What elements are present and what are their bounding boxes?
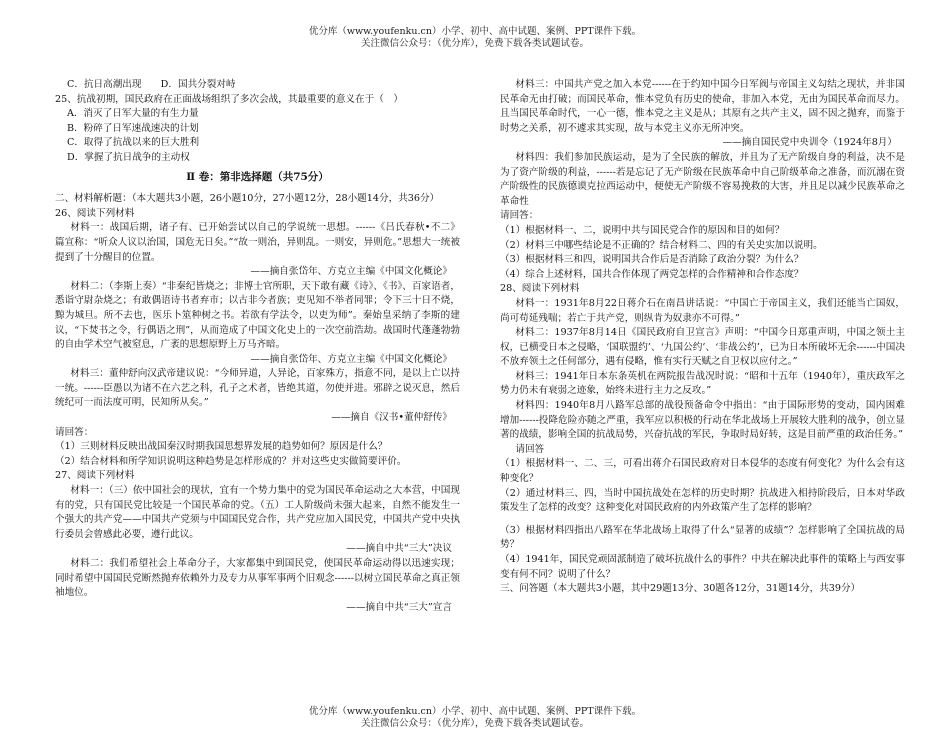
q28-material-3: 材料三：1941年日本东条英机在两院报告战况时说：“昭和十五年（1940年），重庆政军之势力仍未有衰弱之迹象，始终未进行主力之反攻。” — [500, 370, 905, 397]
q27-material-1-source: ——摘自中共“三大”决议 — [346, 543, 452, 555]
header-line-2: 关注微信公众号：（优分库），免费下载各类试题试卷。 — [360, 38, 589, 49]
q27-material-2-source: ——摘自中共“三大”宣言 — [346, 601, 452, 613]
q26-material-1-source: ——摘自张岱年、方克立主编《中国文化概论》 — [250, 266, 452, 278]
q25-option-d: D．掌握了抗日战争的主动权 — [67, 151, 190, 163]
q25-option-b: B．粉碎了日军速战速决的计划 — [67, 122, 199, 134]
q27-material-1: 材料一：（三）依中国社会的现状，宜有一个势力集中的党为国民革命运动之大本营，中国现有的党，只有国民党比较是一个国民革命的党。（五）工人阶级尚未强大起来，自然不能发生一个强大的共产党——中国共产党须与中国国民党合作，共产党应加入国民党，中国共产党中央执行委员会曾感此必要，遵行此议。 — [55, 485, 460, 540]
q28-material-1: 材料一：1931年8月22日蒋介石在南昌讲话说：“中国亡于帝国主义，我们还能当亡国奴，尚可苟延残喘；若亡于共产党，则纵肯为奴隶亦不可得。” — [500, 297, 905, 324]
q28-question-2: （2）通过材料三、四，当时中国抗战处在怎样的历史时期？抗战进入相持阶段后，日本对华政策发生了怎样的改变？这种变化对国民政府的内外政策产生了怎样的影响？ — [500, 487, 905, 514]
page-footer — [0, 706, 950, 730]
q25-option-a: A．消灭了日军大量的有生力量 — [67, 108, 199, 120]
q27-material-3: 材料三：中国共产党之加入本党------在于约知中国今日军阀与帝国主义勾结之现状，并非国民革命无由打破；而国民革命，惟本党负有历史的使命，非加入本党，无由为国民革命而尽力。且当国民革命时代，一心一德，惟本党之主义是从；其原有之共产主义，固不因之抛弃，而鉴于时势之关系，初不遽求其实现，故与本党主义亦无所冲突。 — [500, 79, 905, 134]
footer-line-1: 优分库（www.youfenku.cn）小学、初中、高中试题、案例、PPT课件下载。 — [308, 706, 642, 717]
left-column — [55, 78, 460, 700]
q28-title: 28、阅读下列材料 — [500, 283, 580, 295]
q25-stem: 25、抗战初期，国民政府在正面战场组织了多次会战，其最重要的意义在于（ ） — [55, 93, 403, 105]
header-line-1: 优分库（www.youfenku.cn）小学、初中、高中试题、案例、PPT课件下载。 — [308, 26, 642, 37]
q26-ask: 请回答： — [55, 426, 94, 438]
q26-title: 26、阅读下列材料 — [55, 207, 135, 219]
q26-material-3-source: ——摘自《汉书•董仲舒传》 — [331, 412, 452, 424]
q28-question-1: （1）根据材料一、二、三，可看出蒋介石国民政府对日本侵华的态度有何变化？为什么会有这种变化？ — [500, 458, 905, 485]
q24-options: C．抗日高潮出现 D．国共分裂对峙 — [67, 79, 236, 90]
right-column — [500, 78, 905, 700]
q27-material-4: 材料四：我们参加民族运动，是为了全民族的解放，并且为了无产阶级自身的利益，决不是为了资产阶级的利益，------若是忘记了无产阶级在民族革命中自己阶级革命之准备，而沉溺在资产阶级性的民族德谟克拉西运动中，便使无产阶级不容易挽救的大害，并且足以减少民族革命之革命性 — [500, 151, 905, 207]
q26-question-2: （2）结合材料和所学知识说明这种趋势是怎样形成的？并对这些史实做简要评价。 — [55, 455, 407, 467]
q27-title: 27、阅读下列材料 — [55, 470, 135, 482]
q26-material-3: 材料三：董仲舒向汉武帝建议说：“今师异道，人异论，百家殊方，指意不同，是以上亡以持一统。------臣愚以为诸不在六艺之科，孔子之术者，皆绝其道，勿使并进。邪辟之说灭息，然后统纪可一而法度可明，民知所从矣。” — [55, 368, 460, 409]
q28-question-3: （3）根据材料四指出八路军在华北战场上取得了什么“显著的成绩”？怎样影响了全国抗战的局势？ — [500, 524, 905, 551]
q27-question-3: （3）根据材料三和四，说明国共合作后是否消除了政治分裂？为什么？ — [500, 254, 804, 266]
q28-question-4: （4）1941年，国民党顽固派制造了破坏抗战什么的事件？中共在解决此事件的策略上与西安事变有何不同？说明了什么？ — [500, 554, 905, 580]
q27-question-2: （2）材料三中哪些结论是不正确的？结合材料二、四的有关史实加以说明。 — [500, 239, 823, 251]
footer-line-2: 关注微信公众号：（优分库），免费下载各类试题试卷。 — [360, 718, 589, 729]
q27-question-4: （4）综合上述材料，国共合作体现了两党怎样的合作精神和合作态度？ — [500, 268, 804, 280]
q26-material-1: 材料一：战国后期，诸子有、已开始尝试以自己的学说统一思想。------《吕氏春秋•不二》篇宣称：“听众人议以治国，国危无日矣。”“故一则治，异则乱。一则安，异则危。”思想大一统被提到了十分醒目的位置。 — [55, 222, 460, 263]
section-two-title: 二、材料解析题：（本大题共3小题，26小题10分，27小题12分，28小题14分，共36分） — [55, 193, 440, 205]
q26-material-2: 材料二：（李斯上奏）“非秦纪皆烧之；非博士官所职，天下敢有藏《诗》、《书》、百家语者，悉诣守尉杂烧之；有敢偶语诗书者弃市；以古非今者族；吏见知不举者同罪；令下三十日不烧，黥为城旦。所不去也，医乐卜筮种树之书。若欲有学法令，以吏为师”。秦始皇采纳了李斯的建议，“下焚书之令，行偶语之刑”，从而造成了中国文化史上的一次空前浩劫。战国时代蓬蓬勃勃的自由学术空气被窒息，广袤的思想原野上万马齐暗。 — [55, 280, 460, 351]
q26-material-2-source: ——摘自张岱年、方克立主编《中国文化概论》 — [250, 353, 452, 365]
q28-material-2: 材料二：1937年8月14日《国民政府自卫宣言》声明：“中国今日郑重声明，中国之领土主权，已横受日本之侵略，‘国联盟约’、‘九国公约’、‘非战公约’，已为日本所破坏无余------中国决不放弃领土之任何部分，遇有侵略，惟有实行天赋之自卫权以应付之。” — [500, 327, 905, 368]
q27-ask: 请回答： — [500, 210, 539, 222]
part-two-title: Ⅱ 卷：第非选择题（共75分） — [186, 170, 329, 183]
section-three-title: 三、问答题（本大题共3小题，其中29题13分、30题各12分，31题14分，共39分） — [500, 583, 861, 595]
q26-question-1: （1）三则材料反映出战国秦汉时期我国思想界发展的趋势如何？原因是什么？ — [55, 441, 388, 453]
page-header — [0, 26, 950, 50]
q27-material-3-source: ——摘自国民党中央训令（1924年8月） — [722, 137, 897, 149]
q27-question-1: （1）根据材料一、二，说明中共与国民党合作的原因和目的如何？ — [500, 224, 785, 236]
q27-material-2: 材料二：我们希望社会上革命分子，大家都集中到国民党，使国民革命运动得以迅速实现；同时希望中国国民党断然抛弃依赖外力及专力从事军事两个旧观念------以树立国民革命之真正领袖地位。 — [55, 558, 460, 599]
q28-ask: 请回答 — [515, 443, 545, 455]
q25-option-c: C．取得了抗战以来的巨大胜利 — [67, 137, 200, 149]
q28-material-4: 材料四：1940年8月八路军总部的战役预备命令中指出：“由于国际形势的变动，国内困难增加------投降危险亦随之严重，我军应以积极的行动在华北战场上开展较大胜利的战争，创立显著的战绩，影响全国的抗战局势，兴奋抗战的军民，争取时局好转，这是目前严重的政治任务。” — [500, 400, 905, 441]
